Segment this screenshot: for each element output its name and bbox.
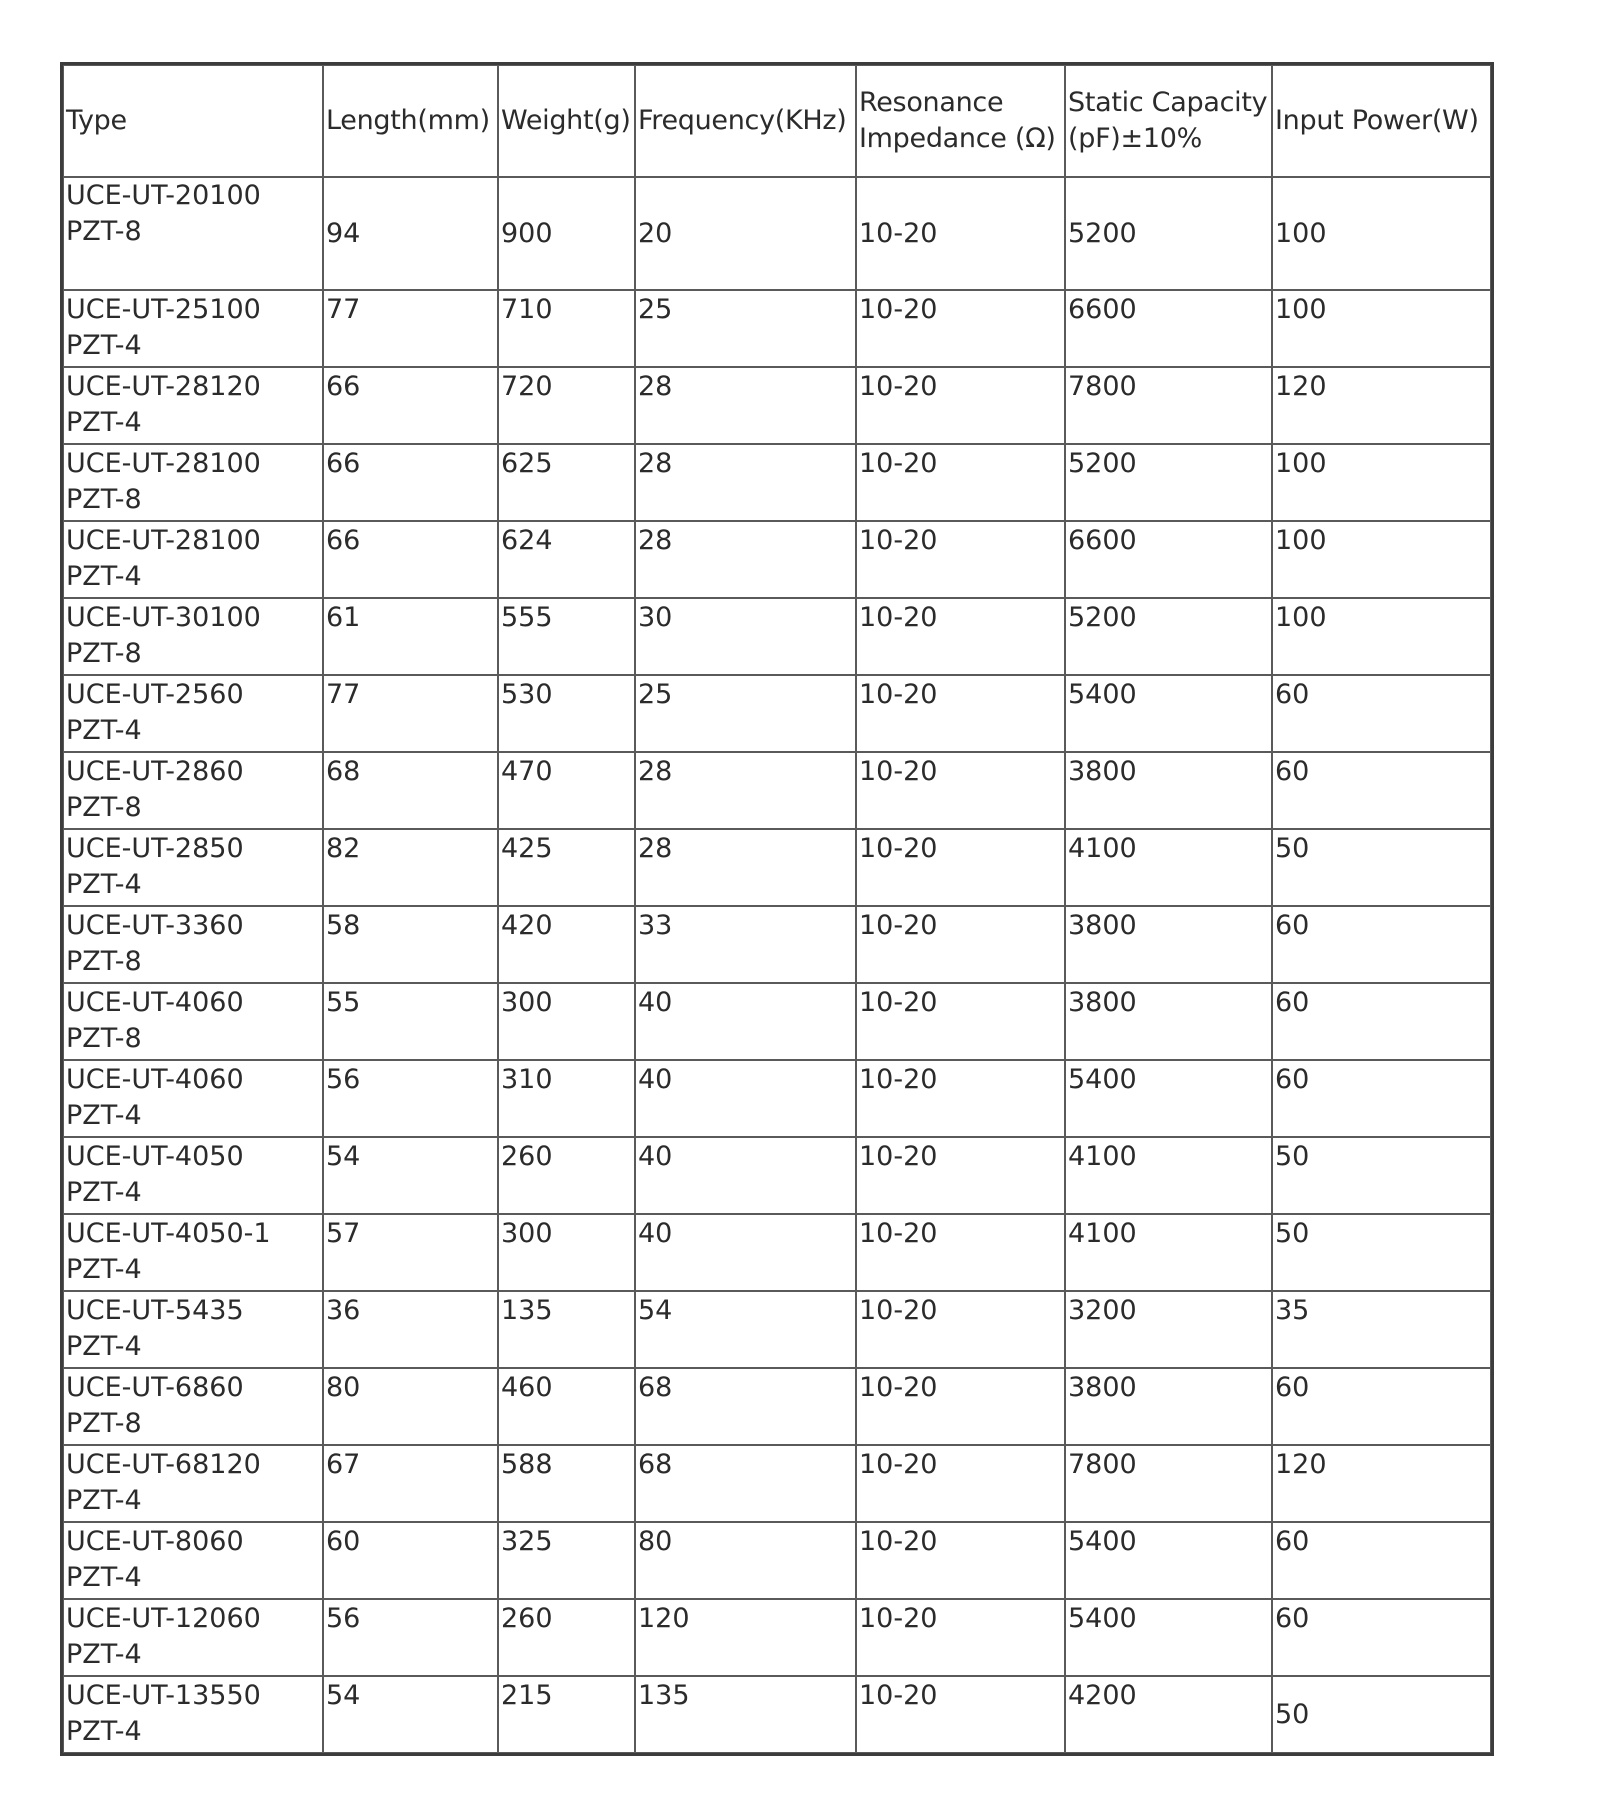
material-name: PZT-4 (66, 1716, 142, 1747)
material-name: PZT-8 (66, 638, 142, 669)
length-cell: 77 (323, 675, 498, 752)
capacity-cell: 4200 (1065, 1676, 1272, 1753)
model-name: UCE-UT-6860 (66, 1372, 244, 1403)
type-cell (63, 829, 323, 906)
header-weight: Weight(g) (498, 65, 635, 177)
frequency-cell: 20 (635, 177, 856, 290)
frequency-cell: 25 (635, 675, 856, 752)
material-name: PZT-8 (66, 946, 142, 977)
type-cell (63, 983, 323, 1060)
table-row (63, 598, 1491, 675)
type-cell (63, 290, 323, 367)
power-cell: 60 (1272, 906, 1491, 983)
transducer-spec-table (60, 62, 1494, 1756)
length-cell: 55 (323, 983, 498, 1060)
length-cell: 94 (323, 177, 498, 290)
impedance-cell: 10-20 (856, 675, 1065, 752)
material-name: PZT-8 (66, 1408, 142, 1439)
model-name: UCE-UT-4060 (66, 1064, 244, 1095)
material-name: PZT-4 (66, 1100, 142, 1131)
length-cell: 66 (323, 444, 498, 521)
frequency-cell: 40 (635, 1137, 856, 1214)
impedance-cell: 10-20 (856, 1676, 1065, 1753)
impedance-cell: 10-20 (856, 906, 1065, 983)
weight-cell: 260 (498, 1599, 635, 1676)
power-cell: 60 (1272, 1599, 1491, 1676)
capacity-cell: 7800 (1065, 1445, 1272, 1522)
frequency-cell: 68 (635, 1368, 856, 1445)
frequency-cell: 30 (635, 598, 856, 675)
model-name: UCE-UT-4050 (66, 1141, 244, 1172)
model-name: UCE-UT-68120 (66, 1449, 261, 1480)
impedance-cell: 10-20 (856, 1214, 1065, 1291)
impedance-cell: 10-20 (856, 1060, 1065, 1137)
model-name: UCE-UT-28120 (66, 371, 261, 402)
header-resonance-impedance: Resonance Impedance (Ω) (856, 65, 1065, 177)
weight-cell: 530 (498, 675, 635, 752)
power-cell: 60 (1272, 752, 1491, 829)
weight-cell: 720 (498, 367, 635, 444)
type-cell (63, 1291, 323, 1368)
length-cell: 61 (323, 598, 498, 675)
table-row (63, 1599, 1491, 1676)
capacity-cell: 7800 (1065, 367, 1272, 444)
impedance-cell: 10-20 (856, 444, 1065, 521)
capacity-cell: 6600 (1065, 521, 1272, 598)
table-row (63, 521, 1491, 598)
capacity-cell: 5400 (1065, 1522, 1272, 1599)
type-cell (63, 1522, 323, 1599)
type-cell (63, 675, 323, 752)
header-row (63, 65, 1491, 177)
length-cell: 54 (323, 1137, 498, 1214)
weight-cell: 624 (498, 521, 635, 598)
impedance-cell: 10-20 (856, 752, 1065, 829)
impedance-cell: 10-20 (856, 983, 1065, 1060)
frequency-cell: 68 (635, 1445, 856, 1522)
length-cell: 56 (323, 1599, 498, 1676)
power-cell: 35 (1272, 1291, 1491, 1368)
impedance-cell: 10-20 (856, 521, 1065, 598)
model-name: UCE-UT-28100 (66, 448, 261, 479)
capacity-cell: 3800 (1065, 752, 1272, 829)
power-cell: 100 (1272, 444, 1491, 521)
frequency-cell: 28 (635, 444, 856, 521)
material-name: PZT-4 (66, 407, 142, 438)
table-row (63, 906, 1491, 983)
frequency-cell: 40 (635, 1214, 856, 1291)
length-cell: 66 (323, 367, 498, 444)
length-cell: 68 (323, 752, 498, 829)
weight-cell: 625 (498, 444, 635, 521)
table-row (63, 177, 1491, 290)
table-row (63, 1214, 1491, 1291)
model-name: UCE-UT-28100 (66, 525, 261, 556)
model-name: UCE-UT-2860 (66, 756, 244, 787)
type-cell (63, 1676, 323, 1753)
table-row (63, 829, 1491, 906)
impedance-cell: 10-20 (856, 290, 1065, 367)
weight-cell: 325 (498, 1522, 635, 1599)
capacity-cell: 5400 (1065, 1060, 1272, 1137)
capacity-cell: 3800 (1065, 983, 1272, 1060)
header-input-power: Input Power(W) (1272, 65, 1491, 177)
table-row (63, 367, 1491, 444)
model-name: UCE-UT-4050-1 (66, 1218, 271, 1249)
type-cell (63, 367, 323, 444)
model-name: UCE-UT-4060 (66, 987, 244, 1018)
table-row (63, 1676, 1491, 1753)
frequency-cell: 80 (635, 1522, 856, 1599)
type-cell (63, 1599, 323, 1676)
power-cell: 60 (1272, 1522, 1491, 1599)
weight-cell: 300 (498, 983, 635, 1060)
table-row (63, 290, 1491, 367)
weight-cell: 215 (498, 1676, 635, 1753)
table-row (63, 675, 1491, 752)
length-cell: 60 (323, 1522, 498, 1599)
type-cell (63, 177, 323, 290)
weight-cell: 588 (498, 1445, 635, 1522)
power-cell: 100 (1272, 598, 1491, 675)
table-row (63, 1368, 1491, 1445)
frequency-cell: 28 (635, 829, 856, 906)
length-cell: 54 (323, 1676, 498, 1753)
table-row (63, 1291, 1491, 1368)
table-row (63, 983, 1491, 1060)
capacity-cell: 5400 (1065, 675, 1272, 752)
power-cell: 50 (1272, 1676, 1491, 1753)
type-cell (63, 1445, 323, 1522)
power-cell: 50 (1272, 1137, 1491, 1214)
model-name: UCE-UT-30100 (66, 602, 261, 633)
material-name: PZT-4 (66, 1254, 142, 1285)
impedance-cell: 10-20 (856, 367, 1065, 444)
capacity-cell: 4100 (1065, 1214, 1272, 1291)
model-name: UCE-UT-13550 (66, 1680, 261, 1711)
model-name: UCE-UT-25100 (66, 294, 261, 325)
weight-cell: 135 (498, 1291, 635, 1368)
impedance-cell: 10-20 (856, 177, 1065, 290)
length-cell: 80 (323, 1368, 498, 1445)
length-cell: 58 (323, 906, 498, 983)
length-cell: 67 (323, 1445, 498, 1522)
type-cell (63, 1060, 323, 1137)
model-name: UCE-UT-2560 (66, 679, 244, 710)
material-name: PZT-4 (66, 1485, 142, 1516)
table-row (63, 1522, 1491, 1599)
length-cell: 77 (323, 290, 498, 367)
model-name: UCE-UT-20100 (66, 180, 261, 211)
material-name: PZT-4 (66, 1177, 142, 1208)
model-name: UCE-UT-3360 (66, 910, 244, 941)
capacity-cell: 4100 (1065, 1137, 1272, 1214)
type-cell (63, 1137, 323, 1214)
power-cell: 50 (1272, 1214, 1491, 1291)
power-cell: 100 (1272, 290, 1491, 367)
weight-cell: 300 (498, 1214, 635, 1291)
power-cell: 50 (1272, 829, 1491, 906)
power-cell: 120 (1272, 1445, 1491, 1522)
table-body (63, 177, 1491, 1753)
capacity-cell: 3200 (1065, 1291, 1272, 1368)
table-row (63, 1137, 1491, 1214)
impedance-cell: 10-20 (856, 1599, 1065, 1676)
power-cell: 100 (1272, 521, 1491, 598)
weight-cell: 555 (498, 598, 635, 675)
impedance-cell: 10-20 (856, 829, 1065, 906)
power-cell: 120 (1272, 367, 1491, 444)
weight-cell: 420 (498, 906, 635, 983)
length-cell: 56 (323, 1060, 498, 1137)
power-cell: 60 (1272, 983, 1491, 1060)
capacity-cell: 4100 (1065, 829, 1272, 906)
capacity-cell: 5400 (1065, 1599, 1272, 1676)
power-cell: 60 (1272, 1368, 1491, 1445)
table-row (63, 444, 1491, 521)
material-name: PZT-4 (66, 1331, 142, 1362)
weight-cell: 425 (498, 829, 635, 906)
model-name: UCE-UT-12060 (66, 1603, 261, 1634)
material-name: PZT-8 (66, 792, 142, 823)
length-cell: 36 (323, 1291, 498, 1368)
impedance-cell: 10-20 (856, 1445, 1065, 1522)
material-name: PZT-8 (66, 484, 142, 515)
frequency-cell: 40 (635, 1060, 856, 1137)
frequency-cell: 28 (635, 521, 856, 598)
weight-cell: 310 (498, 1060, 635, 1137)
type-cell (63, 752, 323, 829)
impedance-cell: 10-20 (856, 1522, 1065, 1599)
frequency-cell: 135 (635, 1676, 856, 1753)
power-cell: 60 (1272, 1060, 1491, 1137)
impedance-cell: 10-20 (856, 1368, 1065, 1445)
length-cell: 57 (323, 1214, 498, 1291)
material-name: PZT-4 (66, 1562, 142, 1593)
type-cell (63, 1214, 323, 1291)
material-name: PZT-4 (66, 715, 142, 746)
type-cell (63, 1368, 323, 1445)
table-row (63, 1445, 1491, 1522)
impedance-cell: 10-20 (856, 598, 1065, 675)
power-cell: 60 (1272, 675, 1491, 752)
frequency-cell: 54 (635, 1291, 856, 1368)
frequency-cell: 120 (635, 1599, 856, 1676)
power-cell: 100 (1272, 177, 1491, 290)
header-static-capacity: Static Capacity (pF)±10% (1065, 65, 1272, 177)
type-cell (63, 521, 323, 598)
header-type: Type (63, 65, 323, 177)
material-name: PZT-4 (66, 1639, 142, 1670)
header-length: Length(mm) (323, 65, 498, 177)
frequency-cell: 28 (635, 752, 856, 829)
frequency-cell: 40 (635, 983, 856, 1060)
type-cell (63, 444, 323, 521)
frequency-cell: 25 (635, 290, 856, 367)
impedance-cell: 10-20 (856, 1137, 1065, 1214)
impedance-cell: 10-20 (856, 1291, 1065, 1368)
model-name: UCE-UT-2850 (66, 833, 244, 864)
material-name: PZT-8 (66, 1023, 142, 1054)
model-name: UCE-UT-5435 (66, 1295, 244, 1326)
frequency-cell: 28 (635, 367, 856, 444)
header-frequency: Frequency(KHz) (635, 65, 856, 177)
type-cell (63, 598, 323, 675)
material-name: PZT-4 (66, 330, 142, 361)
type-cell (63, 906, 323, 983)
weight-cell: 900 (498, 177, 635, 290)
capacity-cell: 5200 (1065, 177, 1272, 290)
table-row (63, 752, 1491, 829)
material-name: PZT-8 (66, 216, 142, 247)
model-name: UCE-UT-8060 (66, 1526, 244, 1557)
capacity-cell: 5200 (1065, 598, 1272, 675)
table-row (63, 1060, 1491, 1137)
length-cell: 66 (323, 521, 498, 598)
capacity-cell: 3800 (1065, 1368, 1272, 1445)
weight-cell: 710 (498, 290, 635, 367)
material-name: PZT-4 (66, 869, 142, 900)
capacity-cell: 3800 (1065, 906, 1272, 983)
frequency-cell: 33 (635, 906, 856, 983)
weight-cell: 260 (498, 1137, 635, 1214)
material-name: PZT-4 (66, 561, 142, 592)
capacity-cell: 5200 (1065, 444, 1272, 521)
weight-cell: 460 (498, 1368, 635, 1445)
length-cell: 82 (323, 829, 498, 906)
capacity-cell: 6600 (1065, 290, 1272, 367)
weight-cell: 470 (498, 752, 635, 829)
